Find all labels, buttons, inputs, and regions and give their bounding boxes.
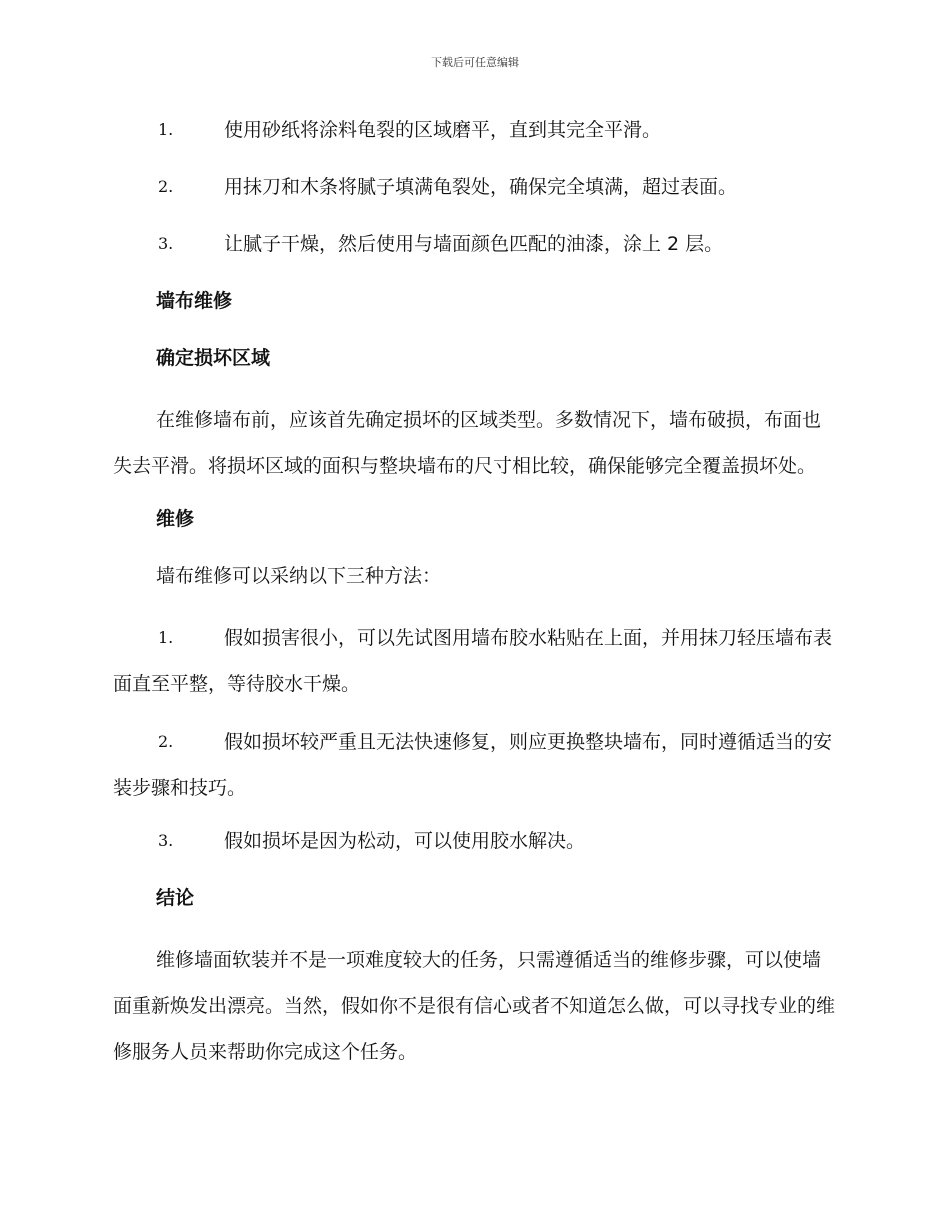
list-item: [113, 823, 838, 859]
list-item: [113, 226, 838, 262]
paragraph-identify-damage: 在维修墙布前，应该首先确定损坏的区域类型。多数情况下，墙布破损，布面也失去平滑。将损坏区域的面积与整块墙布的尺寸相比较，确保能够完全覆盖损坏处。: [113, 409, 822, 477]
list-item: [113, 112, 838, 148]
list-item: [113, 169, 838, 205]
list-text: 用抹刀和木条将腻子填满龟裂处，确保完全填满，超过表面。: [224, 176, 738, 198]
list-text: 让腻子干燥，然后使用与墙面颜色匹配的油漆，涂上 2 层。: [224, 233, 724, 255]
section-heading-conclusion: 结论: [156, 887, 195, 909]
list-item: [113, 719, 838, 811]
list-number: 3.: [158, 831, 174, 850]
paragraph-repair-intro: 墙布维修可以采纳以下三种方法：: [156, 565, 442, 587]
list-text: 假如损坏较严重且无法快速修复，则应更换整块墙布，同时遵循适当的安装步骤和技巧。: [113, 731, 833, 799]
list-text: 假如损坏是因为松动，可以使用胶水解决。: [224, 830, 586, 852]
page-header: 下载后可任意编辑: [431, 56, 519, 69]
section-heading-wallcloth: 墙布维修: [156, 290, 233, 312]
list-number: 1.: [158, 120, 174, 139]
list-number: 1.: [158, 628, 174, 647]
list-item: [113, 615, 838, 707]
list-number: 3.: [158, 234, 174, 253]
list-number: 2.: [158, 177, 174, 196]
subheading-repair: 维修: [156, 508, 195, 530]
list-text: 使用砂纸将涂料龟裂的区域磨平，直到其完全平滑。: [224, 119, 662, 141]
document-body: [113, 112, 838, 1087]
paragraph-conclusion: 维修墙面软装并不是一项难度较大的任务，只需遵循适当的维修步骤，可以使墙面重新焕发出漂亮。当然，假如你不是很有信心或者不知道怎么做，可以寻找专业的维修服务人员来帮助你完成这个任务。: [113, 949, 836, 1063]
list-number: 2.: [158, 732, 174, 751]
list-text: 假如损害很小，可以先试图用墙布胶水粘贴在上面，并用抹刀轻压墙布表面直至平整，等待胶水干燥。: [113, 627, 833, 695]
subheading-identify-damage: 确定损坏区域: [156, 347, 271, 369]
